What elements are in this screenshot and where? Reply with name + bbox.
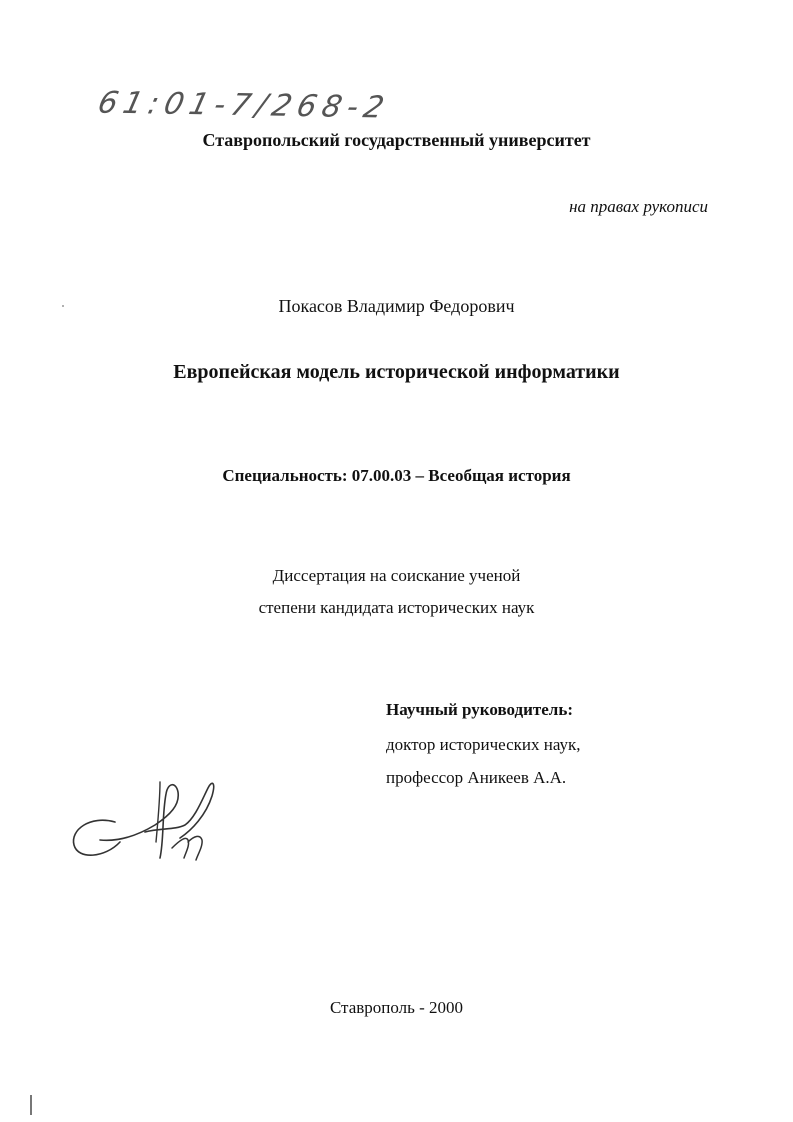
author-name: Покасов Владимир Федорович [278, 296, 515, 316]
specialty-line: Специальность: 07.00.03 – Всеобщая история [222, 466, 571, 485]
handwritten-archive-code: 61:01-7/268-2 [94, 85, 394, 126]
signature-icon [60, 770, 230, 870]
scan-margin-mark [30, 1095, 32, 1115]
city-year: Ставрополь - 2000 [329, 998, 464, 1017]
advisor-degree: доктор исторических наук, [386, 735, 581, 754]
dissertation-type-line-2: степени кандидата исторических наук [258, 598, 535, 617]
dissertation-type-line-1: Диссертация на соискание ученой [272, 566, 521, 585]
advisor-heading: Научный руководитель: [386, 700, 573, 719]
manuscript-note: на правах рукописи [569, 197, 708, 216]
advisor-name: профессор Аникеев А.А. [386, 768, 567, 787]
university-name: Ставропольский государственный университет [202, 130, 591, 150]
dissertation-title: Европейская модель исторической информатики [173, 361, 620, 383]
